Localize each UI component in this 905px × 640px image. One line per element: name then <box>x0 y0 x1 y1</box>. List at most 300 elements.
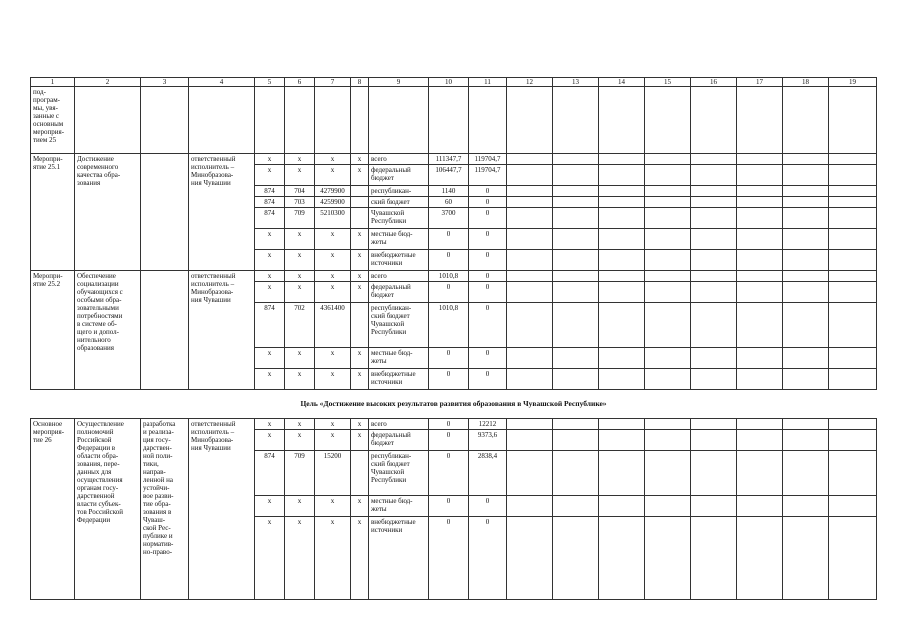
empty-cell <box>737 369 783 390</box>
empty-cell <box>783 197 829 208</box>
code-grbs: x <box>255 229 285 250</box>
empty-cell <box>691 87 737 154</box>
empty-cell <box>783 430 829 451</box>
empty-cell <box>691 197 737 208</box>
column-header: 13 <box>553 78 599 87</box>
empty-cell <box>553 87 599 154</box>
code-grbs: x <box>255 250 285 271</box>
value-col11: 0 <box>469 271 507 282</box>
empty-cell <box>507 282 553 303</box>
funding-source: федеральный бюджет <box>369 430 429 451</box>
code-grbs: 874 <box>255 208 285 229</box>
empty-cell <box>783 451 829 496</box>
empty-cell <box>829 369 877 390</box>
empty-cell <box>783 250 829 271</box>
empty-cell <box>189 87 255 154</box>
empty-cell <box>599 165 645 186</box>
empty-cell <box>599 208 645 229</box>
empty-cell <box>645 186 691 197</box>
code-vr <box>351 303 369 348</box>
empty-cell <box>645 87 691 154</box>
code-rzpr: 704 <box>285 186 315 197</box>
code-csr: 5210300 <box>315 208 351 229</box>
code-grbs: x <box>255 369 285 390</box>
empty-cell <box>599 419 645 430</box>
empty-cell <box>737 208 783 229</box>
value-col10: 3700 <box>429 208 469 229</box>
code-csr: x <box>315 348 351 369</box>
code-vr: x <box>351 419 369 430</box>
empty-cell <box>783 517 829 600</box>
value-col10: 0 <box>429 517 469 600</box>
empty-cell <box>691 348 737 369</box>
empty-cell <box>507 430 553 451</box>
activity-goal <box>141 271 189 390</box>
empty-cell <box>783 419 829 430</box>
code-vr: x <box>351 517 369 600</box>
value-col10: 0 <box>429 282 469 303</box>
code-grbs: x <box>255 165 285 186</box>
header-row <box>31 78 877 87</box>
value-col10: 0 <box>429 419 469 430</box>
empty-cell <box>829 419 877 430</box>
empty-cell <box>553 303 599 348</box>
empty-cell <box>599 451 645 496</box>
empty-cell <box>691 154 737 165</box>
code-vr: x <box>351 348 369 369</box>
value-col11: 0 <box>469 517 507 600</box>
value-col10: 1140 <box>429 186 469 197</box>
funding-source: всего <box>369 154 429 165</box>
empty-cell <box>553 282 599 303</box>
empty-cell <box>829 517 877 600</box>
code-rzpr: x <box>285 419 315 430</box>
value-col10: 60 <box>429 197 469 208</box>
column-header: 1 <box>31 78 75 87</box>
code-rzpr: 709 <box>285 451 315 496</box>
code-csr: x <box>315 282 351 303</box>
empty-cell <box>645 517 691 600</box>
empty-cell <box>829 451 877 496</box>
code-rzpr: x <box>285 348 315 369</box>
empty-cell <box>783 282 829 303</box>
funding-source: местные бюд- жеты <box>369 229 429 250</box>
empty-cell <box>507 197 553 208</box>
empty-cell <box>737 451 783 496</box>
column-header: 6 <box>285 78 315 87</box>
empty-cell <box>783 348 829 369</box>
code-grbs: x <box>255 496 285 517</box>
empty-cell <box>599 186 645 197</box>
empty-cell <box>553 517 599 600</box>
empty-cell <box>599 496 645 517</box>
value-col10: 1010,8 <box>429 271 469 282</box>
value-col10: 0 <box>429 496 469 517</box>
empty-cell <box>507 369 553 390</box>
code-vr: x <box>351 229 369 250</box>
empty-cell <box>737 165 783 186</box>
column-header: 19 <box>829 78 877 87</box>
code-grbs: 874 <box>255 451 285 496</box>
code-vr: x <box>351 369 369 390</box>
empty-cell <box>507 451 553 496</box>
funding-source: федеральный бюджет <box>369 282 429 303</box>
empty-cell <box>783 369 829 390</box>
empty-cell <box>737 282 783 303</box>
funding-source: местные бюд- жеты <box>369 348 429 369</box>
empty-cell <box>507 517 553 600</box>
empty-cell <box>507 419 553 430</box>
column-header: 18 <box>783 78 829 87</box>
empty-cell <box>737 229 783 250</box>
empty-cell <box>737 250 783 271</box>
funding-source: внебюджетные источники <box>369 250 429 271</box>
value-col11: 2838,4 <box>469 451 507 496</box>
funding-source: местные бюд- жеты <box>369 496 429 517</box>
empty-cell <box>553 271 599 282</box>
code-rzpr: x <box>285 496 315 517</box>
empty-cell <box>645 348 691 369</box>
code-vr: x <box>351 165 369 186</box>
empty-cell <box>645 271 691 282</box>
empty-cell <box>553 208 599 229</box>
empty-cell <box>599 348 645 369</box>
funding-source: всего <box>369 271 429 282</box>
empty-cell <box>507 271 553 282</box>
empty-cell <box>553 229 599 250</box>
empty-cell <box>737 517 783 600</box>
empty-cell <box>829 496 877 517</box>
empty-cell <box>737 271 783 282</box>
activity-goal: разработка и реализа- ция госу- дарствен- ной поли- тики, направ- ленной на устойчи- вое разви- тие обра- зования в Чуваш- ской Рес- публике и норматив- но-право- <box>141 419 189 600</box>
funding-source: Чувашской Республики <box>369 208 429 229</box>
funding-source: всего <box>369 419 429 430</box>
budget-table <box>30 77 877 600</box>
empty-cell <box>829 250 877 271</box>
code-vr <box>351 186 369 197</box>
code-csr: 4259900 <box>315 197 351 208</box>
activity-goal <box>141 154 189 271</box>
empty-cell <box>691 271 737 282</box>
empty-cell <box>645 197 691 208</box>
empty-cell <box>645 430 691 451</box>
code-rzpr: 703 <box>285 197 315 208</box>
code-csr: x <box>315 271 351 282</box>
empty-cell <box>783 87 829 154</box>
column-header: 3 <box>141 78 189 87</box>
empty-cell <box>691 451 737 496</box>
empty-cell <box>599 154 645 165</box>
empty-cell <box>507 229 553 250</box>
empty-cell <box>553 154 599 165</box>
activity-name: Меропри- ятие 25.2 <box>31 271 75 390</box>
empty-cell <box>553 430 599 451</box>
empty-cell <box>553 197 599 208</box>
code-vr: x <box>351 282 369 303</box>
activity-description: Осуществление полномочий Российской Федерации в области обра- зования, пере- данных для осуществления органам госу- дарственной власти субъек- тов Российской Федерации <box>75 419 141 600</box>
code-grbs: x <box>255 282 285 303</box>
column-header: 9 <box>369 78 429 87</box>
empty-cell <box>691 229 737 250</box>
empty-cell <box>599 369 645 390</box>
empty-cell <box>829 208 877 229</box>
empty-cell <box>553 250 599 271</box>
code-vr <box>351 451 369 496</box>
empty-cell <box>553 419 599 430</box>
empty-cell <box>645 165 691 186</box>
empty-cell <box>553 369 599 390</box>
activity-executor: ответственный исполнитель – Минобразова- ния Чувашии <box>189 271 255 390</box>
column-header: 14 <box>599 78 645 87</box>
activity-executor: ответственный исполнитель – Минобразова- ния Чувашии <box>189 154 255 271</box>
empty-cell <box>829 154 877 165</box>
code-csr: x <box>315 517 351 600</box>
empty-cell <box>645 369 691 390</box>
empty-cell <box>645 451 691 496</box>
code-vr: x <box>351 154 369 165</box>
code-grbs: x <box>255 517 285 600</box>
table-row <box>31 154 877 165</box>
value-col11: 0 <box>469 250 507 271</box>
empty-cell <box>691 517 737 600</box>
column-header: 16 <box>691 78 737 87</box>
funding-source: республикан- ский бюджет Чувашской Республики <box>369 451 429 496</box>
empty-cell <box>737 303 783 348</box>
empty-cell <box>691 496 737 517</box>
code-rzpr: x <box>285 229 315 250</box>
empty-cell <box>783 271 829 282</box>
value-col11: 0 <box>469 348 507 369</box>
empty-cell <box>645 303 691 348</box>
code-rzpr: x <box>285 430 315 451</box>
empty-cell <box>507 165 553 186</box>
value-col11: 0 <box>469 197 507 208</box>
code-csr: x <box>315 250 351 271</box>
empty-cell <box>141 87 189 154</box>
value-col10: 111347,7 <box>429 154 469 165</box>
empty-cell <box>599 517 645 600</box>
empty-cell <box>599 197 645 208</box>
value-col10: 0 <box>429 348 469 369</box>
activity-description: Достижение современного качества обра- зования <box>75 154 141 271</box>
empty-cell <box>351 87 369 154</box>
value-col10: 1010,8 <box>429 303 469 348</box>
funding-source: федеральный бюджет <box>369 165 429 186</box>
empty-cell <box>691 430 737 451</box>
funding-source: внебюджетные источники <box>369 517 429 600</box>
code-grbs: x <box>255 154 285 165</box>
empty-cell <box>829 303 877 348</box>
value-col11: 0 <box>469 369 507 390</box>
value-col11: 0 <box>469 282 507 303</box>
code-grbs: 874 <box>255 303 285 348</box>
value-col10: 0 <box>429 451 469 496</box>
empty-cell <box>783 154 829 165</box>
empty-cell <box>691 369 737 390</box>
empty-cell <box>691 303 737 348</box>
empty-cell <box>645 229 691 250</box>
empty-cell <box>285 87 315 154</box>
code-grbs: x <box>255 419 285 430</box>
empty-cell <box>507 87 553 154</box>
column-header: 7 <box>315 78 351 87</box>
value-col11: 9373,6 <box>469 430 507 451</box>
activity-name: Основное мероприя- тие 26 <box>31 419 75 600</box>
empty-cell <box>691 165 737 186</box>
empty-cell <box>507 348 553 369</box>
empty-cell <box>829 430 877 451</box>
empty-cell <box>691 186 737 197</box>
code-grbs: x <box>255 348 285 369</box>
empty-cell <box>75 87 141 154</box>
empty-cell <box>737 87 783 154</box>
code-csr: x <box>315 496 351 517</box>
funding-source: внебюджетные источники <box>369 369 429 390</box>
goal-title: Цель «Достижение высоких результатов развития образования в Чувашской Республике» <box>31 390 877 419</box>
column-header: 15 <box>645 78 691 87</box>
code-csr: 4279900 <box>315 186 351 197</box>
empty-cell <box>645 208 691 229</box>
empty-cell <box>783 208 829 229</box>
empty-cell <box>691 419 737 430</box>
empty-cell <box>507 208 553 229</box>
column-header: 4 <box>189 78 255 87</box>
empty-cell <box>829 282 877 303</box>
funding-source: республикан- <box>369 186 429 197</box>
empty-cell <box>645 496 691 517</box>
empty-cell <box>315 87 351 154</box>
code-csr: 4361400 <box>315 303 351 348</box>
empty-cell <box>507 250 553 271</box>
code-csr: x <box>315 165 351 186</box>
empty-cell <box>783 186 829 197</box>
code-grbs: x <box>255 271 285 282</box>
value-col11: 0 <box>469 186 507 197</box>
empty-cell <box>737 154 783 165</box>
value-col11: 12212 <box>469 419 507 430</box>
empty-cell <box>599 87 645 154</box>
column-header: 8 <box>351 78 369 87</box>
empty-cell <box>829 271 877 282</box>
value-col10: 0 <box>429 250 469 271</box>
goal-row <box>31 390 877 419</box>
empty-cell <box>829 165 877 186</box>
empty-cell <box>645 154 691 165</box>
code-csr: x <box>315 430 351 451</box>
empty-cell <box>429 87 469 154</box>
column-header: 11 <box>469 78 507 87</box>
empty-cell <box>553 186 599 197</box>
value-col10: 0 <box>429 430 469 451</box>
empty-cell <box>369 87 429 154</box>
empty-cell <box>507 154 553 165</box>
empty-cell <box>737 419 783 430</box>
empty-cell <box>645 282 691 303</box>
code-rzpr: x <box>285 271 315 282</box>
code-rzpr: x <box>285 517 315 600</box>
code-vr: x <box>351 430 369 451</box>
empty-cell <box>783 303 829 348</box>
column-header: 12 <box>507 78 553 87</box>
code-grbs: 874 <box>255 197 285 208</box>
code-rzpr: x <box>285 165 315 186</box>
empty-cell <box>829 348 877 369</box>
empty-cell <box>599 430 645 451</box>
funding-source: ский бюджет <box>369 197 429 208</box>
column-header: 17 <box>737 78 783 87</box>
value-col11: 119704,7 <box>469 165 507 186</box>
empty-cell <box>737 186 783 197</box>
empty-cell <box>553 165 599 186</box>
code-vr: x <box>351 496 369 517</box>
code-csr: 15200 <box>315 451 351 496</box>
column-header: 5 <box>255 78 285 87</box>
empty-cell <box>507 186 553 197</box>
value-col11: 119704,7 <box>469 154 507 165</box>
code-vr <box>351 197 369 208</box>
empty-cell <box>737 496 783 517</box>
empty-cell <box>691 208 737 229</box>
value-col10: 106447,7 <box>429 165 469 186</box>
code-grbs: 874 <box>255 186 285 197</box>
value-col11: 0 <box>469 303 507 348</box>
empty-cell <box>829 186 877 197</box>
funding-source: республикан- ский бюджет Чувашской Республики <box>369 303 429 348</box>
code-rzpr: x <box>285 282 315 303</box>
activity-name: Меропри- ятие 25.1 <box>31 154 75 271</box>
value-col10: 0 <box>429 369 469 390</box>
code-csr: x <box>315 229 351 250</box>
column-header: 10 <box>429 78 469 87</box>
empty-cell <box>599 303 645 348</box>
empty-cell <box>737 430 783 451</box>
empty-cell <box>783 496 829 517</box>
empty-cell <box>783 229 829 250</box>
empty-cell <box>691 282 737 303</box>
table-row <box>31 87 877 154</box>
intro-cell: под- програм- мы, увя- занные с основным мероприя- тием 25 <box>31 87 75 154</box>
code-rzpr: 702 <box>285 303 315 348</box>
empty-cell <box>829 229 877 250</box>
empty-cell <box>255 87 285 154</box>
empty-cell <box>829 197 877 208</box>
empty-cell <box>469 87 507 154</box>
code-rzpr: x <box>285 154 315 165</box>
empty-cell <box>507 496 553 517</box>
value-col11: 0 <box>469 496 507 517</box>
code-vr: x <box>351 271 369 282</box>
code-vr <box>351 208 369 229</box>
code-rzpr: 709 <box>285 208 315 229</box>
empty-cell <box>553 451 599 496</box>
value-col10: 0 <box>429 229 469 250</box>
empty-cell <box>553 348 599 369</box>
code-rzpr: x <box>285 250 315 271</box>
empty-cell <box>783 165 829 186</box>
empty-cell <box>599 271 645 282</box>
empty-cell <box>645 250 691 271</box>
code-grbs: x <box>255 430 285 451</box>
activity-description: Обеспечение социализации обучающихся с особыми обра- зовательными потребностями в системе об- щего и допол- нительного образования <box>75 271 141 390</box>
code-rzpr: x <box>285 369 315 390</box>
empty-cell <box>507 303 553 348</box>
code-csr: x <box>315 369 351 390</box>
column-header: 2 <box>75 78 141 87</box>
activity-executor: ответственный исполнитель – Минобразова- ния Чувашии <box>189 419 255 600</box>
code-vr: x <box>351 250 369 271</box>
empty-cell <box>599 282 645 303</box>
value-col11: 0 <box>469 208 507 229</box>
